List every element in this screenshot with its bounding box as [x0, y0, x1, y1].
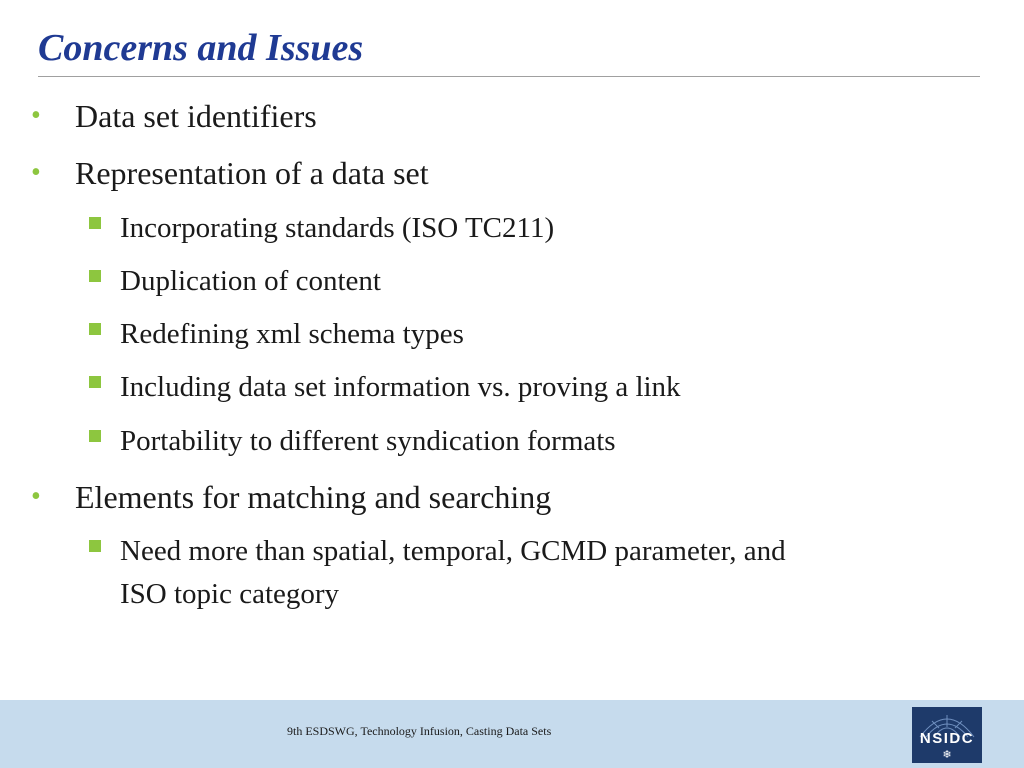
sub-bullet-text: Need more than spatial, temporal, GCMD parameter, and ISO topic category — [120, 535, 786, 610]
square-bullet-icon — [89, 540, 101, 552]
snowflake-icon: ❄ — [942, 748, 952, 761]
bullet-text: Data set identifiers — [75, 98, 317, 134]
sub-bullet-text: Including data set information vs. proving a link — [120, 371, 681, 403]
logo-text: NSIDC — [919, 730, 975, 747]
slide-title: Concerns and Issues — [38, 27, 364, 69]
title-divider — [38, 76, 980, 77]
bullet-text: Representation of a data set — [75, 155, 429, 191]
square-bullet-icon — [89, 270, 101, 282]
nsidc-logo-icon — [912, 707, 982, 763]
round-bullet-icon: • — [31, 481, 41, 512]
sub-bullet-text: Portability to different syndication formats — [120, 425, 616, 457]
footer-bar — [0, 700, 1024, 768]
sub-bullet-text: Incorporating standards (ISO TC211) — [120, 212, 555, 244]
sub-bullet-text: Duplication of content — [120, 265, 381, 297]
bullet-text: Elements for matching and searching — [75, 479, 552, 515]
square-bullet-icon — [89, 323, 101, 335]
square-bullet-icon — [89, 217, 101, 229]
round-bullet-icon: • — [31, 100, 41, 131]
square-bullet-icon — [89, 376, 101, 388]
square-bullet-icon — [89, 430, 101, 442]
sub-bullet-text: Redefining xml schema types — [120, 318, 464, 350]
round-bullet-icon: • — [31, 157, 41, 188]
footer-text: 9th ESDSWG, Technology Infusion, Casting Data Sets — [287, 724, 552, 738]
